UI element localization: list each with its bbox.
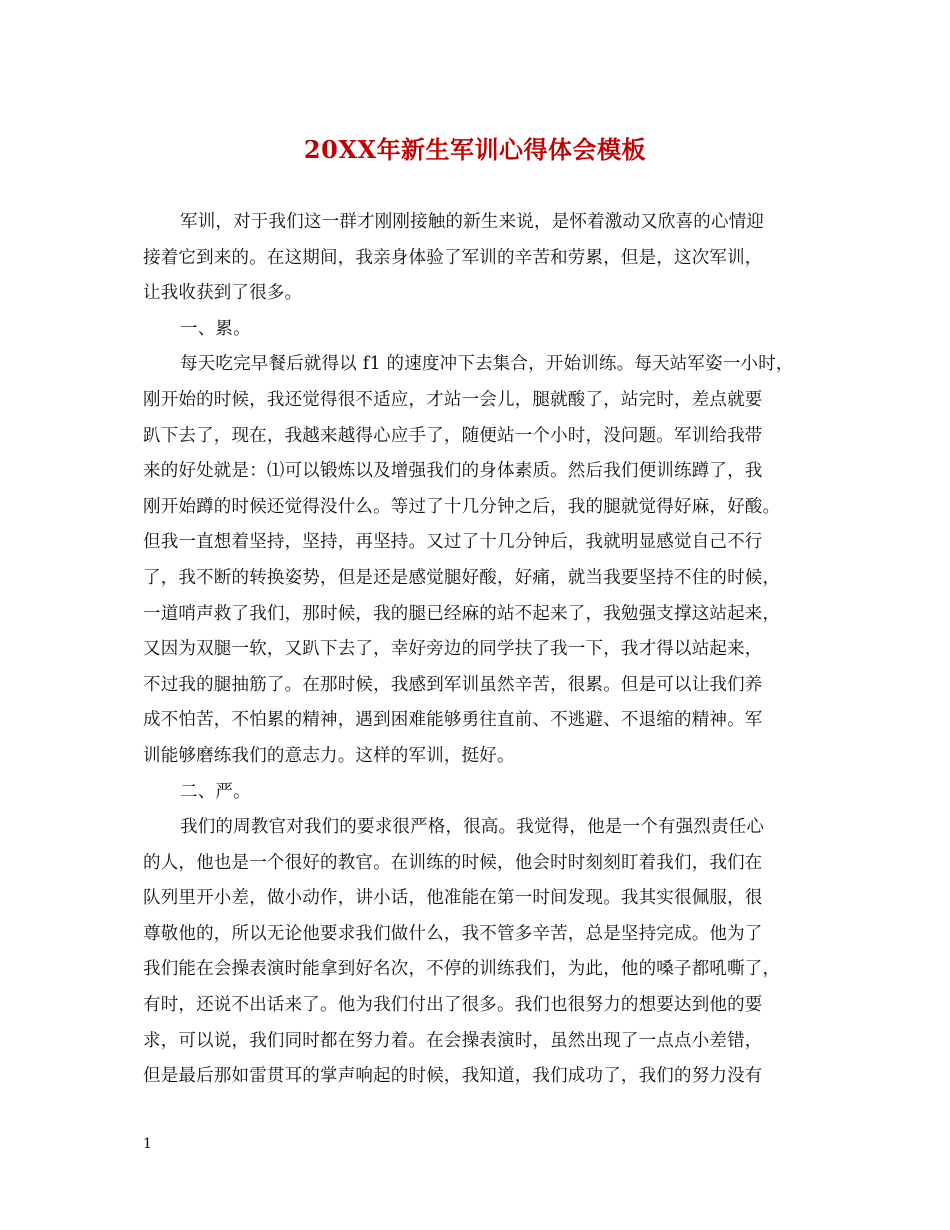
body-line: 来的好处就是：⑴可以锻炼以及增强我们的身体素质。然后我们便训练蹲了，我 [143,461,763,482]
body-line: 训能够磨练我们的意志力。这样的军训，挺好。 [143,745,515,766]
body-line: 趴下去了，现在，我越来越得心应手了，随便站一个小时，没问题。军训给我带 [143,425,763,446]
body-line: 让我收获到了很多。 [143,283,303,304]
body-line: 我们能在会操表演时能拿到好名次，不停的训练我们，为此，他的嗓子都吼嘶了， [143,959,781,980]
body-line: 接着它到来的。在这期间，我亲身体验了军训的辛苦和劳累，但是，这次军训， [143,247,763,268]
section-heading: 二、严。 [180,781,251,802]
body-line: 不过我的腿抽筋了。在那时候，我感到军训虽然辛苦，很累。但是可以让我们养 [143,674,763,695]
body-line: 有时，还说不出话来了。他为我们付出了很多。我们也很努力的想要达到他的要 [143,995,763,1016]
body-line: 尊敬他的，所以无论他要求我们做什么，我不管多辛苦，总是坚持完成。他为了 [143,923,763,944]
document-body [143,205,815,1095]
body-line: 一道哨声救了我们，那时候，我的腿已经麻的站不起来了，我勉强支撑这站起来， [143,603,781,624]
body-line: 的人，他也是一个很好的教官。在训练的时候，他会时时刻刻盯着我们，我们在 [143,852,763,873]
body-line: 但是最后那如雷贯耳的掌声响起的时候，我知道，我们成功了，我们的努力没有 [143,1066,763,1087]
body-line: 队列里开小差，做小动作，讲小话，他准能在第一时间发现。我其实很佩服，很 [143,888,763,909]
body-line: 军训，对于我们这一群才刚刚接触的新生来说，是怀着激动又欣喜的心情迎 [180,212,765,232]
body-line: 了，我不断的转换姿势，但是还是感觉腿好酸，好痛，就当我要坚持不住的时候， [143,567,781,588]
body-line: 求，可以说，我们同时都在努力着。在会操表演时，虽然出现了一点点小差错， [143,1030,763,1051]
body-line: 刚开始的时候，我还觉得很不适应，才站一会儿，腿就酸了，站完时，差点就要 [143,389,763,410]
body-line: 成不怕苦，不怕累的精神，遇到困难能够勇往直前、不逃避、不退缩的精神。军 [143,710,763,731]
document-title: 20XX年新生军训心得体会模板 [303,135,647,164]
body-line: 每天吃完早餐后就得以 f1 的速度冲下去集合，开始训练。每天站军姿一小时， [180,354,794,375]
body-line: 又因为双腿一软，又趴下去了，幸好旁边的同学扶了我一下，我才得以站起来， [143,639,763,660]
section-heading: 一、累。 [180,318,251,339]
body-line: 刚开始蹲的时候还觉得没什么。等过了十几分钟之后，我的腿就觉得好麻，好酸。 [143,496,781,517]
page-number: 1 [143,1136,152,1152]
body-line: 我们的周教官对我们的要求很严格，很高。我觉得，他是一个有强烈责任心 [180,817,765,838]
body-line: 但我一直想着坚持，坚持，再坚持。又过了十几分钟后，我就明显感觉自己不行 [143,532,763,553]
